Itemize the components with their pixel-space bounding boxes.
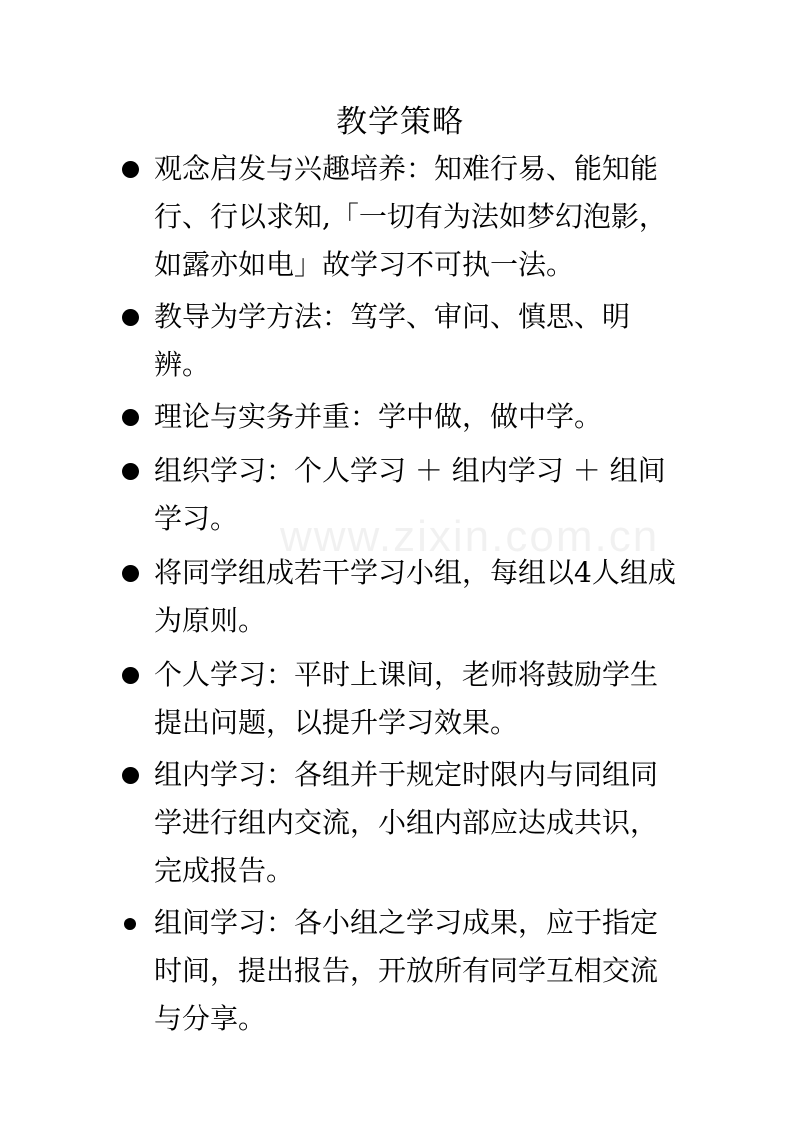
bullet-icon [122, 667, 139, 684]
list-item [122, 899, 682, 1043]
list-item [122, 549, 682, 645]
list-item-text: 将同学组成若干学习小组，每组以4人组成为原则。 [154, 556, 676, 637]
list-item-text: 理论与实务并重：学中做，做中学。 [154, 400, 603, 433]
list-item [122, 651, 682, 747]
bullet-icon [122, 463, 139, 480]
list-item [122, 447, 682, 543]
list-item [122, 393, 682, 441]
bullet-icon [124, 918, 136, 930]
page-title: 教学策略 [336, 104, 464, 140]
strategy-list [122, 145, 682, 1047]
watermark: www.zixin.com.cn [280, 512, 660, 561]
bullet-icon [122, 565, 139, 582]
list-item [122, 293, 682, 389]
list-item-text: 教导为学方法：笃学、审问、慎思、明辨。 [154, 300, 631, 381]
bullet-icon [122, 161, 139, 178]
list-item-text: 观念启发与兴趣培养：知难行易、能知能行、行以求知,「一切有为法如梦幻泡影，如露亦如电」故学习不可执一法。 [154, 152, 667, 281]
list-item-text: 组织学习：个人学习 ＋ 组内学习 ＋ 组间学习。 [154, 454, 666, 535]
bullet-icon [122, 767, 139, 784]
bullet-icon [122, 409, 139, 426]
bullet-icon [122, 309, 139, 326]
list-item-text: 组间学习：各小组之学习成果，应于指定时间，提出报告，开放所有同学互相交流与分享。 [154, 906, 659, 1035]
list-item [122, 751, 682, 895]
list-item [122, 145, 682, 289]
list-item-text: 个人学习：平时上课间，老师将鼓励学生提出问题，以提升学习效果。 [154, 658, 659, 739]
list-item-text: 组内学习：各组并于规定时限内与同组同学进行组内交流，小组内部应达成共识，完成报告。 [154, 758, 659, 887]
